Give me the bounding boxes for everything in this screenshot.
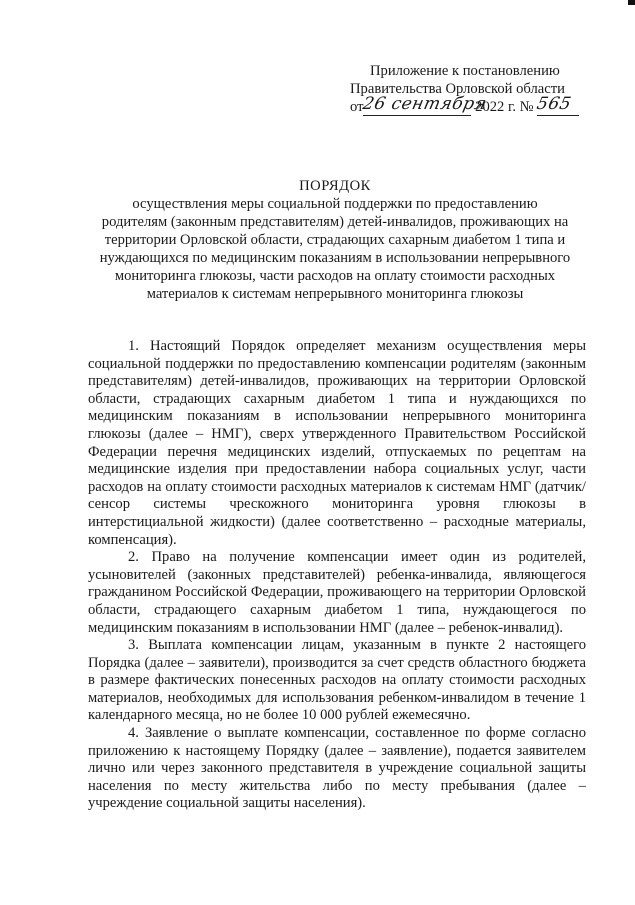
title-line: территории Орловской области, страдающих сахарным диабетом 1 типа и	[104, 232, 566, 248]
title-line: материалов к системам непрерывного мониторинга глюкозы	[146, 286, 524, 302]
appendix-date-line	[350, 94, 590, 116]
paragraph-1: 1. Настоящий Порядок определяет механизм осуществления меры социальной поддержки по предоставлению компенсации родителям (законным представителям) детей-инвалидов, проживающих на территории Орловской области, страдающих сахарным диабетом 1 типа и нуждающихся по медицинским показаниям в использовании непрерывного мониторинга глюкозы (далее – НМГ), сверх утвержденного Правительством Российской Федерации перечня медицинских изделий, отпускаемых по рецептам на медицинские изделия при предоставлении набора социальных услуг, части расходов на оплату стоимости расходных материалов к системам НМГ (датчик/сенсор системы чрескожного мониторинга уровня глюкозы в интерстициальной жидкости) (далее соответственно – расходные материалы, компенсация).	[88, 338, 586, 548]
year-number-label: 2022 г. №	[475, 99, 534, 115]
date-field	[361, 94, 489, 116]
title-line: родителям (законным представителям) детей-инвалидов, проживающих на	[101, 214, 569, 230]
title-heading: ПОРЯДОК	[299, 178, 371, 194]
scan-corner-mark	[628, 0, 635, 5]
paragraph-3: 3. Выплата компенсации лицам, указанным в пункте 2 настоящего Порядка (далее – заявители), производится за счет средств областного бюджета в размере фактических понесенных расходов на оплату стоимости расходных материалов, необходимых для использования ребенком-инвалидом в течение 1 календарного месяца, но не более 10 000 рублей ежемесячно.	[88, 637, 586, 724]
number-field	[534, 94, 579, 116]
date-prefix: от	[350, 99, 364, 115]
document-title	[85, 177, 585, 303]
title-line: мониторинга глюкозы, части расходов на оплату стоимости расходных	[114, 268, 556, 284]
paragraph-4: 4. Заявление о выплате компенсации, составленное по форме согласно приложению к настоящему Порядку (далее – заявление), подается заявителем лично или через законного представителя в учреждение социальной защиты населения по месту жительства либо по месту пребывания (далее – учреждение социальной защиты населения).	[88, 725, 586, 812]
document-body	[88, 338, 586, 813]
handwritten-number: 565	[534, 94, 573, 114]
handwritten-date: 26 сентября	[361, 94, 489, 114]
title-line: нуждающихся по медицинским показаниям в использовании непрерывного	[99, 250, 571, 266]
title-line: осуществления меры социальной поддержки по предоставлению	[132, 196, 538, 212]
appendix-line-1: Приложение к постановлению	[370, 63, 560, 79]
appendix-header	[350, 62, 590, 116]
paragraph-2: 2. Право на получение компенсации имеет один из родителей, усыновителей (законных представителей) ребенка-инвалида, являющегося гражданином Российской Федерации, проживающего на территории Орловской области, страдающего сахарным диабетом 1 типа, нуждающегося по медицинским показаниям в использовании НМГ (далее – ребенок-инвалид).	[88, 549, 586, 636]
appendix-line-2: Правительства Орловской области	[350, 81, 565, 97]
